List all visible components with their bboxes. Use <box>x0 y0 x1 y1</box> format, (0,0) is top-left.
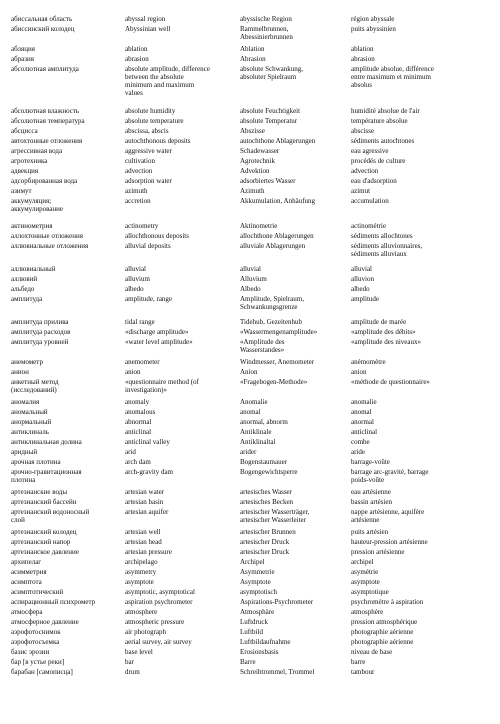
term-german: Aktinometrie <box>240 222 278 230</box>
dictionary-entry <box>0 558 500 568</box>
term-english: base level <box>125 648 153 656</box>
term-english: absolute amplitude, difference between the absolute minimum and maximum values <box>125 65 210 97</box>
term-german: Alluvium <box>240 275 267 283</box>
term-russian: абсцисса <box>11 127 38 135</box>
term-french: alluvial <box>351 265 372 273</box>
term-french: sédiments allochtones <box>351 232 413 240</box>
term-german: Antiklinaltal <box>240 438 276 446</box>
term-german: Aspirations-Psychrometer <box>240 598 314 606</box>
dictionary-entry <box>0 628 500 638</box>
term-russian: арочно-гравитационная плотина <box>11 468 82 484</box>
term-russian: аккумуляция; аккумулирование <box>11 197 63 213</box>
term-french: anormal <box>351 418 374 426</box>
dictionary-entry <box>0 187 500 197</box>
term-english: anomalous <box>125 408 156 416</box>
dictionary-entry <box>0 15 500 25</box>
term-french: puits abyssinien <box>351 25 396 33</box>
term-russian: абсолютная влажность <box>11 107 80 115</box>
term-english: artesian head <box>125 538 162 546</box>
term-russian: базис эрозии <box>11 648 50 656</box>
term-german: Luftbild <box>240 628 263 636</box>
term-german: arider <box>240 448 257 456</box>
dictionary-entry <box>0 55 500 65</box>
dictionary-entry <box>0 338 500 354</box>
dictionary-entry <box>0 295 500 311</box>
dictionary-entry <box>0 638 500 648</box>
term-german: autochthone Ablagerungen <box>240 137 316 145</box>
term-russian: абиссальная область <box>11 15 73 23</box>
term-french: aride <box>351 448 365 456</box>
term-french: barrage arc-gravité, barrage poids-voûte <box>351 468 429 484</box>
term-french: eau artésienne <box>351 488 391 496</box>
term-russian: асимптота <box>11 578 42 586</box>
term-german: Rammelbrunnen, Abessinierbrunnen <box>240 25 293 41</box>
term-russian: абразия <box>11 55 35 63</box>
term-english: «discharge amplitude» <box>125 328 189 336</box>
term-english: artesian basin <box>125 498 164 506</box>
term-english: anticlinal valley <box>125 438 170 446</box>
term-french: nappe artésienne, aquifère artésienne <box>351 508 425 524</box>
term-german: alluvial <box>240 265 261 273</box>
dictionary-entry <box>0 598 500 608</box>
term-german: Windmesser, Anemometer <box>240 358 315 366</box>
term-german: Bogenstaumauer <box>240 458 288 466</box>
term-german: Anomalie <box>240 398 268 406</box>
term-german: «Amplitude des Wasserstandes» <box>240 338 285 354</box>
term-french: hauteur-pression artésienne <box>351 538 428 546</box>
term-russian: анемометр <box>11 358 43 366</box>
term-russian: аридный <box>11 448 38 456</box>
term-english: anemometer <box>125 358 160 366</box>
term-french: accumulation <box>351 197 389 205</box>
dictionary-entry <box>0 418 500 428</box>
term-german: Anion <box>240 368 258 376</box>
term-german: Asymmetrie <box>240 568 275 576</box>
term-english: albedo <box>125 285 144 293</box>
dictionary-entry <box>0 648 500 658</box>
dictionary-entry <box>0 318 500 328</box>
term-english: ablation <box>125 45 148 53</box>
dictionary-entry <box>0 538 500 548</box>
term-german: artesischer Brunnen <box>240 528 296 536</box>
term-english: «water level amplitude» <box>125 338 193 346</box>
dictionary-entry <box>0 285 500 295</box>
term-german: Abszisse <box>240 127 265 135</box>
dictionary-entry <box>0 265 500 275</box>
term-german: asymptotisch <box>240 588 277 596</box>
term-german: artesischer Wasserträger, artesischer Wasserleiter <box>240 508 310 524</box>
term-german: artesischer Druck <box>240 538 290 546</box>
term-french: pression artésienne <box>351 548 405 556</box>
dictionary-entry <box>0 167 500 177</box>
term-english: alluvium <box>125 275 150 283</box>
term-russian: агротехника <box>11 157 48 165</box>
term-russian: антиклинальная долина <box>11 438 82 446</box>
term-german: allochthone Ablagerungen <box>240 232 314 240</box>
term-german: Schreibtrommel, Trommel <box>240 668 315 676</box>
term-russian: артезианский водоносный слой <box>11 508 90 524</box>
dictionary-entry <box>0 508 500 524</box>
term-russian: антиклиналь <box>11 428 49 436</box>
term-english: alluvial <box>125 265 146 273</box>
term-russian: барабан [самописца] <box>11 668 73 676</box>
dictionary-entry <box>0 548 500 558</box>
term-english: artesian water <box>125 488 165 496</box>
term-german: Antiklinale <box>240 428 272 436</box>
term-english: anion <box>125 368 141 376</box>
dictionary-entry <box>0 368 500 378</box>
term-french: asymptotique <box>351 588 389 596</box>
term-russian: атмосферное давление <box>11 618 79 626</box>
term-french: asymétrie <box>351 568 379 576</box>
term-french: «amplitude des niveaux» <box>351 338 421 346</box>
term-english: anomaly <box>125 398 150 406</box>
term-english: Abyssinian well <box>125 25 171 33</box>
dictionary-entry <box>0 177 500 187</box>
term-french: amplitude <box>351 295 379 303</box>
term-german: absolute Schwankung, absoluter Spielraum <box>240 65 303 81</box>
term-russian: амплитуда расходов <box>11 328 71 336</box>
term-german: absolute Feuchtigkeit <box>240 107 301 115</box>
term-russian: амплитуда уровней <box>11 338 69 346</box>
term-german: anomal <box>240 408 261 416</box>
term-russian: артезианское давление <box>11 548 79 556</box>
dictionary-entry <box>0 408 500 418</box>
term-german: Advektion <box>240 167 270 175</box>
term-french: eau d'adsorption <box>351 177 397 185</box>
dictionary-entry <box>0 608 500 618</box>
term-russian: абляция <box>11 45 35 53</box>
term-english: alluvial deposits <box>125 242 171 250</box>
term-russian: аномалия <box>11 398 40 406</box>
dictionary-entry <box>0 232 500 242</box>
term-french: albedo <box>351 285 370 293</box>
term-english: actinometry <box>125 222 159 230</box>
term-german: Atmosphäre <box>240 608 275 616</box>
dictionary-entry <box>0 458 500 468</box>
dictionary-entry <box>0 275 500 285</box>
term-russian: амплитуда прилива <box>11 318 69 326</box>
dictionary-entry <box>0 65 500 97</box>
term-german: Schadewasser <box>240 147 280 155</box>
term-english: «questionnaire method (of investigation)» <box>125 378 199 394</box>
term-french: psychromètre à aspiration <box>351 598 424 606</box>
dictionary-entry <box>0 438 500 448</box>
term-english: abnormal <box>125 418 152 426</box>
term-german: Luftbildaufnahme <box>240 638 291 646</box>
term-english: autochthonous deposits <box>125 137 191 145</box>
term-russian: абиссинский колодец <box>11 25 75 33</box>
term-russian: актинометрия <box>11 222 53 230</box>
term-english: accretion <box>125 197 151 205</box>
term-german: «Fragebogen-Methode» <box>240 378 308 386</box>
dictionary-entry <box>0 578 500 588</box>
term-french: eau agressive <box>351 147 389 155</box>
term-english: archipelago <box>125 558 158 566</box>
term-english: atmosphere <box>125 608 158 616</box>
term-french: «amplitude des débits» <box>351 328 416 336</box>
term-english: aggressive water <box>125 147 172 155</box>
term-russian: атмосфера <box>11 608 43 616</box>
term-german: adsorbiertes Wasser <box>240 177 296 185</box>
term-english: drum <box>125 668 140 676</box>
term-russian: аллювиальный <box>11 265 56 273</box>
term-english: arch-gravity dam <box>125 468 174 476</box>
dictionary-entry <box>0 117 500 127</box>
term-russian: аэрофотоснимок <box>11 628 61 636</box>
term-english: cultivation <box>125 157 155 165</box>
term-german: Bogengewichtsperre <box>240 468 298 476</box>
term-english: anticlinal <box>125 428 152 436</box>
term-german: abyssische Region <box>240 15 292 23</box>
dictionary-entry <box>0 588 500 598</box>
term-english: asymmetry <box>125 568 157 576</box>
term-french: ablation <box>351 45 374 53</box>
term-russian: аспирационный психрометр <box>11 598 96 606</box>
term-russian: аномальный <box>11 408 48 416</box>
term-russian: анкетный метод (исследований) <box>11 378 59 394</box>
term-german: Ablation <box>240 45 265 53</box>
term-german: alluviale Ablagerungen <box>240 242 306 250</box>
term-french: advection <box>351 167 379 175</box>
term-french: anomalie <box>351 398 377 406</box>
term-russian: архипелаг <box>11 558 42 566</box>
term-russian: азимут <box>11 187 32 195</box>
term-english: adsorption water <box>125 177 172 185</box>
term-russian: адвекция <box>11 167 39 175</box>
term-french: puits artésien <box>351 528 389 536</box>
dictionary-entry <box>0 45 500 55</box>
dictionary-entry <box>0 242 500 258</box>
term-german: Tidehub, Gezeitenhub <box>240 318 302 326</box>
term-russian: автохтонные отложения <box>11 137 83 145</box>
term-french: combe <box>351 438 370 446</box>
term-french: sédiments alluvionnaires, sédiments alluviaux <box>351 242 423 258</box>
dictionary-entry <box>0 25 500 41</box>
dictionary-entry <box>0 568 500 578</box>
term-russian: абсолютная температура <box>11 117 85 125</box>
term-english: asymptote <box>125 578 154 586</box>
term-english: abscissa, abscis <box>125 127 169 135</box>
dictionary-entry <box>0 428 500 438</box>
term-english: arid <box>125 448 136 456</box>
term-russian: аллохтонные отложения <box>11 232 83 240</box>
term-russian: аллювий <box>11 275 38 283</box>
term-french: anion <box>351 368 367 376</box>
term-english: advection <box>125 167 153 175</box>
term-french: archipel <box>351 558 374 566</box>
term-french: procédés de culture <box>351 157 406 165</box>
term-english: artesian aquifer <box>125 508 169 516</box>
dictionary-entry <box>0 668 500 678</box>
term-english: abrasion <box>125 55 149 63</box>
dictionary-entry <box>0 498 500 508</box>
term-german: artesisches Becken <box>240 498 294 506</box>
term-russian: арочная плотина <box>11 458 61 466</box>
term-german: absolute Temperatur <box>240 117 298 125</box>
term-french: anomal <box>351 408 372 416</box>
term-german: artesisches Wasser <box>240 488 292 496</box>
term-russian: анион <box>11 368 29 376</box>
term-english: allochthonous deposits <box>125 232 189 240</box>
term-english: artesian well <box>125 528 161 536</box>
term-english: artesian pressure <box>125 548 172 556</box>
dictionary-entry <box>0 147 500 157</box>
term-french: pression atmosphérique <box>351 618 418 626</box>
term-german: Akkumulation, Anhäufung <box>240 197 316 205</box>
dictionary-entry <box>0 488 500 498</box>
term-english: arch dam <box>125 458 151 466</box>
dictionary-entry <box>0 468 500 484</box>
term-french: bassin artésien <box>351 498 393 506</box>
term-french: «méthode de questionnaire» <box>351 378 430 386</box>
term-german: anormal, abnorm <box>240 418 288 426</box>
term-russian: артезианский бассейн <box>11 498 77 506</box>
term-english: aerial survey, air survey <box>125 638 192 646</box>
term-russian: артезианские воды <box>11 488 68 496</box>
dictionary-entry <box>0 398 500 408</box>
term-french: abrasion <box>351 55 375 63</box>
term-german: Erosionsbasis <box>240 648 279 656</box>
term-english: azimuth <box>125 187 148 195</box>
dictionary-entry <box>0 378 500 394</box>
term-russian: аэрофотосъемка <box>11 638 60 646</box>
term-french: humidité absolue de l'air <box>351 107 420 115</box>
term-german: Azimuth <box>240 187 265 195</box>
dictionary-entry <box>0 328 500 338</box>
dictionary-entry <box>0 528 500 538</box>
term-german: Abrasion <box>240 55 266 63</box>
term-russian: артезианский напор <box>11 538 71 546</box>
dictionary-entry <box>0 222 500 232</box>
term-german: Agrotechnik <box>240 157 275 165</box>
term-french: anticlinal <box>351 428 378 436</box>
term-english: tidal range <box>125 318 155 326</box>
dictionary-entry <box>0 197 500 213</box>
term-russian: агрессивная вода <box>11 147 63 155</box>
term-russian: абсолютная амплитуда <box>11 65 79 73</box>
term-french: asymptote <box>351 578 380 586</box>
term-french: barrage-voûte <box>351 458 390 466</box>
term-french: alluvion <box>351 275 374 283</box>
term-french: atmosphère <box>351 608 384 616</box>
term-russian: асимметрия <box>11 568 47 576</box>
term-english: air photograph <box>125 628 167 636</box>
term-german: Asymptote <box>240 578 271 586</box>
term-german: Archipel <box>240 558 265 566</box>
term-german: artesischer Druck <box>240 548 290 556</box>
term-german: Barre <box>240 658 256 666</box>
term-german: Albedo <box>240 285 261 293</box>
term-russian: адсорбированная вода <box>11 177 78 185</box>
term-french: amplitude de marée <box>351 318 407 326</box>
term-russian: амплитуда <box>11 295 43 303</box>
dictionary-entry <box>0 107 500 117</box>
term-french: température absolue <box>351 117 408 125</box>
dictionary-entry <box>0 448 500 458</box>
term-french: amplitude absolue, différence entre maximum et minimum absolus <box>351 65 434 89</box>
dictionary-entry <box>0 137 500 147</box>
dictionary-entry <box>0 658 500 668</box>
term-english: atmospheric pressure <box>125 618 185 626</box>
term-russian: бар [в устье реки] <box>11 658 65 666</box>
dictionary-entry <box>0 127 500 137</box>
term-french: région abyssale <box>351 15 395 23</box>
term-english: amplitude, range <box>125 295 173 303</box>
term-russian: анормальный <box>11 418 52 426</box>
term-english: asymptotic, asymptotical <box>125 588 195 596</box>
term-french: actinométrie <box>351 222 386 230</box>
term-english: absolute temperature <box>125 117 184 125</box>
term-english: bar <box>125 658 134 666</box>
dictionary-entry <box>0 618 500 628</box>
term-french: tambour <box>351 668 375 676</box>
term-german: Luftdruck <box>240 618 268 626</box>
term-french: abscisse <box>351 127 374 135</box>
term-english: absolute humidity <box>125 107 176 115</box>
term-german: «Wassermengenamplitude» <box>240 328 318 336</box>
term-english: abyssal region <box>125 15 166 23</box>
term-french: anémomètre <box>351 358 386 366</box>
term-french: barre <box>351 658 366 666</box>
term-french: azimut <box>351 187 371 195</box>
term-french: photographie aérienne <box>351 638 414 646</box>
dictionary-entry <box>0 358 500 368</box>
term-russian: артезианский колодец <box>11 528 77 536</box>
dictionary-entry <box>0 157 500 167</box>
term-russian: альбедо <box>11 285 35 293</box>
term-english: aspiration psychrometer <box>125 598 193 606</box>
term-german: Amplitude, Spielraum, Schwankungsgrenze <box>240 295 304 311</box>
term-french: photographie aérienne <box>351 628 414 636</box>
term-french: sédiments autochtones <box>351 137 415 145</box>
term-russian: асимптотический <box>11 588 64 596</box>
term-french: niveau de base <box>351 648 393 656</box>
term-russian: аллювиальные отложения <box>11 242 89 250</box>
